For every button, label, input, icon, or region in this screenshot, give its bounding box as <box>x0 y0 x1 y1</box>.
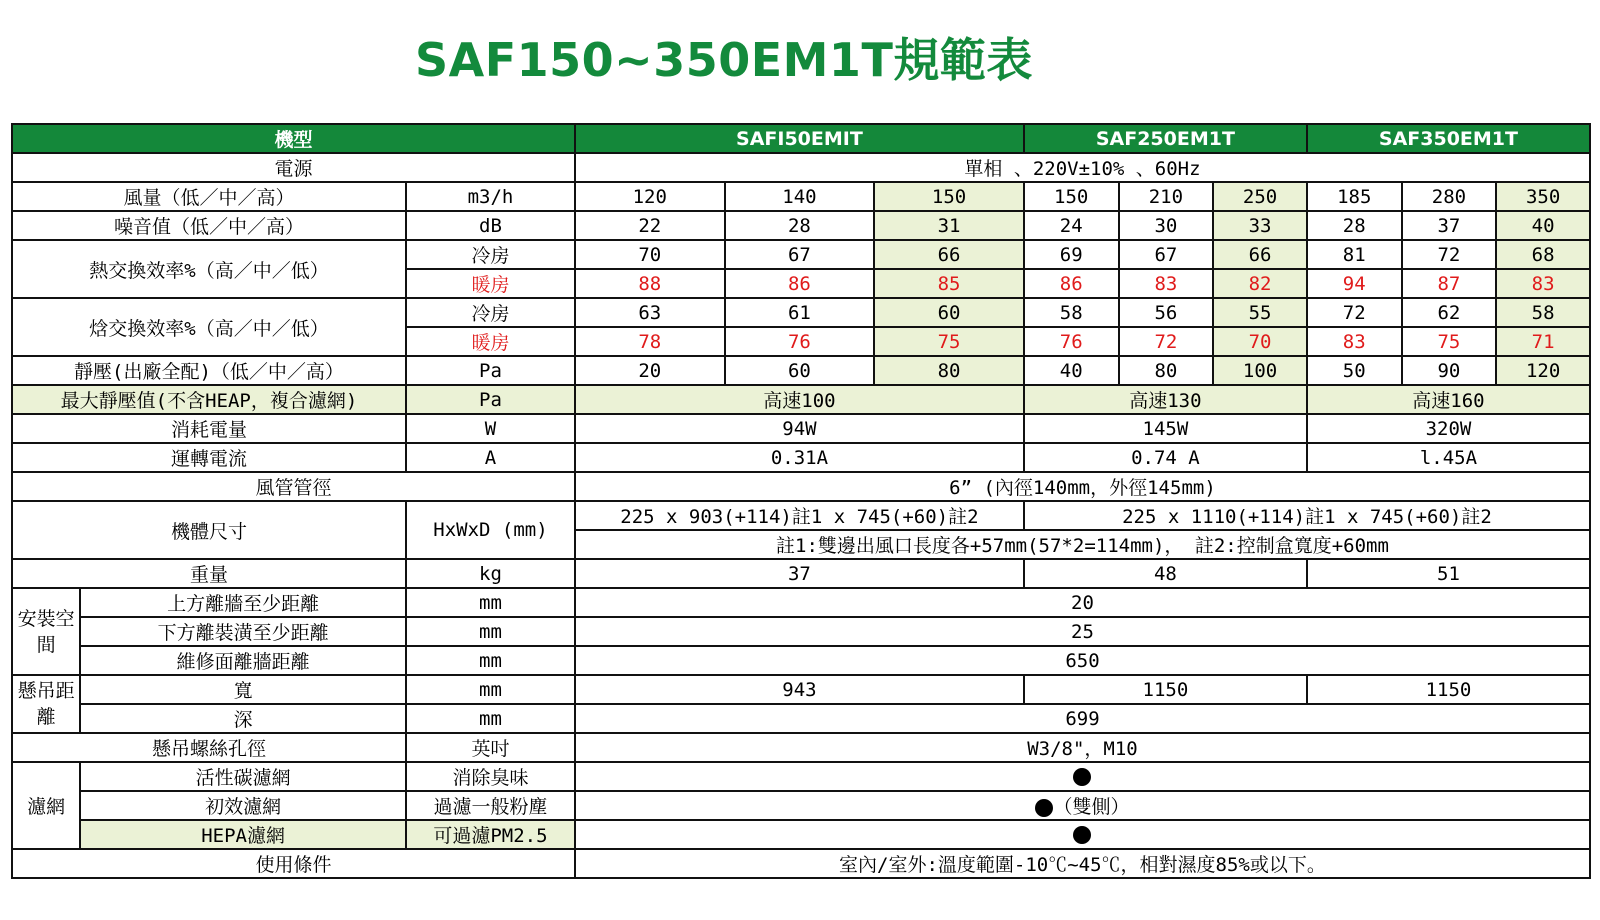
value-cell: 83 <box>1307 327 1402 356</box>
value-cell: 1150 <box>1024 675 1307 704</box>
value-cell: 31 <box>874 211 1024 240</box>
power-consumption-unit: W <box>406 414 575 443</box>
hanging-distance-label: 懸吊距離 <box>12 675 80 733</box>
value-cell: 83 <box>1496 269 1590 298</box>
value-cell: 81 <box>1307 240 1402 269</box>
filter-name: HEPA濾網 <box>80 820 406 849</box>
value-cell: 50 <box>1307 356 1402 385</box>
value-cell: 40 <box>1496 211 1590 240</box>
value-cell: 120 <box>1496 356 1590 385</box>
value-cell: 76 <box>725 327 875 356</box>
usage-value: 室內/室外:溫度範圍-10℃~45℃，相對濕度85%或以下。 <box>575 849 1590 878</box>
value-cell: 高速130 <box>1024 385 1307 414</box>
static-pressure-unit: Pa <box>406 356 575 385</box>
static-pressure-row <box>12 356 1590 385</box>
filter-desc: 消除臭味 <box>406 762 575 791</box>
filter-value <box>575 762 1590 791</box>
value-cell: 高速160 <box>1307 385 1590 414</box>
value-cell: 28 <box>1307 211 1402 240</box>
filter-name: 初效濾網 <box>80 791 406 820</box>
weight-row <box>12 559 1590 588</box>
hanging-depth-unit: mm <box>406 704 575 733</box>
header-model-2: SAF250EM1T <box>1024 124 1307 153</box>
install-space-item-label: 上方離牆至少距離 <box>80 588 406 617</box>
power-label: 電源 <box>12 153 575 182</box>
header-row <box>12 124 1590 153</box>
value-cell: 83 <box>1119 269 1214 298</box>
filter-row <box>12 762 1590 791</box>
value-cell: 350 <box>1496 182 1590 211</box>
hanging-width-row <box>12 675 1590 704</box>
value-cell: 56 <box>1119 298 1214 327</box>
filter-name: 活性碳濾網 <box>80 762 406 791</box>
heating-label: 暖房 <box>406 327 575 356</box>
install-space-label: 安裝空間 <box>12 588 80 675</box>
value-cell: 86 <box>725 269 875 298</box>
value-cell: 82 <box>1213 269 1307 298</box>
install-space-unit: mm <box>406 617 575 646</box>
max-static-pressure-row <box>12 385 1590 414</box>
filter-row <box>12 820 1590 849</box>
hanging-width-label: 寬 <box>80 675 406 704</box>
value-cell: 51 <box>1307 559 1590 588</box>
value-cell: 48 <box>1024 559 1307 588</box>
value-cell: 280 <box>1402 182 1497 211</box>
airflow-label: 風量（低／中／高） <box>12 182 406 211</box>
filled-circle-icon <box>1035 799 1053 817</box>
value-cell: 62 <box>1402 298 1497 327</box>
hanging-bolt-label: 懸吊螺絲孔徑 <box>12 733 406 762</box>
value-cell: 66 <box>1213 240 1307 269</box>
dimensions-row <box>12 501 1590 530</box>
hanging-depth-row <box>12 704 1590 733</box>
value-cell: 70 <box>575 240 725 269</box>
value-cell: 250 <box>1213 182 1307 211</box>
noise-row <box>12 211 1590 240</box>
value-cell: 高速100 <box>575 385 1024 414</box>
value-cell: 100 <box>1213 356 1307 385</box>
value-cell: 33 <box>1213 211 1307 240</box>
install-space-item-label: 下方離裝潢至少距離 <box>80 617 406 646</box>
current-label: 運轉電流 <box>12 443 406 472</box>
heat-exchange-label: 熱交換效率%（高／中／低） <box>12 240 406 298</box>
value-cell: 55 <box>1213 298 1307 327</box>
value-cell: 0.74 A <box>1024 443 1307 472</box>
value-cell: 70 <box>1213 327 1307 356</box>
value-cell: 90 <box>1402 356 1497 385</box>
value-cell: 60 <box>874 298 1024 327</box>
value-cell: 86 <box>1024 269 1119 298</box>
install-space-unit: mm <box>406 588 575 617</box>
value-cell: 20 <box>575 356 725 385</box>
value-cell: 63 <box>575 298 725 327</box>
power-consumption-label: 消耗電量 <box>12 414 406 443</box>
value-cell: 20 <box>575 588 1590 617</box>
value-cell: 58 <box>1496 298 1590 327</box>
value-cell: 67 <box>725 240 875 269</box>
header-label: 機型 <box>12 124 575 153</box>
current-row <box>12 443 1590 472</box>
hanging-width-unit: mm <box>406 675 575 704</box>
dimensions-unit: HxWxD (mm) <box>406 501 575 559</box>
install-space-row <box>12 646 1590 675</box>
weight-unit: kg <box>406 559 575 588</box>
value-cell: 85 <box>874 269 1024 298</box>
value-cell: 650 <box>575 646 1590 675</box>
value-cell: 58 <box>1024 298 1119 327</box>
airflow-row <box>12 182 1590 211</box>
noise-label: 噪音值（低／中／高） <box>12 211 406 240</box>
power-row <box>12 153 1590 182</box>
value-cell: 120 <box>575 182 725 211</box>
header-model-3: SAF350EM1T <box>1307 124 1590 153</box>
max-static-pressure-label: 最大靜壓值(不含HEAP，複合濾網) <box>12 385 406 414</box>
power-value: 單相 、220V±10% 、60Hz <box>575 153 1590 182</box>
power-consumption-row <box>12 414 1590 443</box>
hanging-bolt-row <box>12 733 1590 762</box>
cooling-label: 冷房 <box>406 298 575 327</box>
value-cell: 80 <box>1119 356 1214 385</box>
value-cell: 943 <box>575 675 1024 704</box>
value-cell: 80 <box>874 356 1024 385</box>
header-model-1: SAFI50EMIT <box>575 124 1024 153</box>
spec-table <box>11 123 1591 879</box>
install-space-unit: mm <box>406 646 575 675</box>
value-cell: 71 <box>1496 327 1590 356</box>
value-cell: 25 <box>575 617 1590 646</box>
value-cell: 0.31A <box>575 443 1024 472</box>
value-cell: 225 x 903(+114)註1 x 745(+60)註2 <box>575 501 1024 530</box>
value-cell: 67 <box>1119 240 1214 269</box>
value-cell: 28 <box>725 211 875 240</box>
enthalpy-exchange-cooling-row <box>12 298 1590 327</box>
value-cell: 72 <box>1307 298 1402 327</box>
value-cell: 24 <box>1024 211 1119 240</box>
value-cell: 88 <box>575 269 725 298</box>
value-cell: 185 <box>1307 182 1402 211</box>
value-cell: 60 <box>725 356 875 385</box>
duct-label: 風管管徑 <box>12 472 575 501</box>
value-cell: 22 <box>575 211 725 240</box>
airflow-unit: m3/h <box>406 182 575 211</box>
value-cell: 320W <box>1307 414 1590 443</box>
value-cell: 150 <box>1024 182 1119 211</box>
install-space-row <box>12 588 1590 617</box>
install-space-item-label: 維修面離牆距離 <box>80 646 406 675</box>
value-cell: 37 <box>575 559 1024 588</box>
value-cell: 40 <box>1024 356 1119 385</box>
value-cell: 210 <box>1119 182 1214 211</box>
value-cell: 37 <box>1402 211 1497 240</box>
value-cell: 145W <box>1024 414 1307 443</box>
filter-note: （雙側） <box>1053 796 1130 818</box>
value-cell: 76 <box>1024 327 1119 356</box>
value-cell: 72 <box>1119 327 1214 356</box>
duct-value: 6” (內徑140mm，外徑145mm) <box>575 472 1590 501</box>
value-cell: 87 <box>1402 269 1497 298</box>
filled-circle-icon <box>1073 768 1091 786</box>
filter-value <box>575 791 1590 820</box>
value-cell: 61 <box>725 298 875 327</box>
value-cell: 75 <box>874 327 1024 356</box>
dimensions-note: 註1:雙邊出風口長度各+57mm(57*2=114mm)， 註2:控制盒寬度+60mm <box>575 530 1590 559</box>
max-static-pressure-unit: Pa <box>406 385 575 414</box>
hanging-bolt-value: W3/8"，M10 <box>575 733 1590 762</box>
value-cell: 72 <box>1402 240 1497 269</box>
static-pressure-label: 靜壓(出廠全配)（低／中／高） <box>12 356 406 385</box>
value-cell: 150 <box>874 182 1024 211</box>
value-cell: 30 <box>1119 211 1214 240</box>
dimensions-label: 機體尺寸 <box>12 501 406 559</box>
value-cell: 78 <box>575 327 725 356</box>
page-title: SAF150~350EM1T規範表 <box>415 33 1033 87</box>
usage-label: 使用條件 <box>12 849 575 878</box>
value-cell: 68 <box>1496 240 1590 269</box>
duct-row <box>12 472 1590 501</box>
filter-desc: 過濾一般粉塵 <box>406 791 575 820</box>
heating-label: 暖房 <box>406 269 575 298</box>
value-cell: 66 <box>874 240 1024 269</box>
noise-unit: dB <box>406 211 575 240</box>
filter-desc: 可過濾PM2.5 <box>406 820 575 849</box>
value-cell: 69 <box>1024 240 1119 269</box>
value-cell: 94 <box>1307 269 1402 298</box>
enthalpy-exchange-label: 焓交換效率%（高／中／低） <box>12 298 406 356</box>
value-cell: 140 <box>725 182 875 211</box>
weight-label: 重量 <box>12 559 406 588</box>
value-cell: 94W <box>575 414 1024 443</box>
value-cell: 75 <box>1402 327 1497 356</box>
value-cell: 225 x 1110(+114)註1 x 745(+60)註2 <box>1024 501 1590 530</box>
filter-value <box>575 820 1590 849</box>
value-cell: 1150 <box>1307 675 1590 704</box>
filters-label: 濾網 <box>12 762 80 849</box>
filled-circle-icon <box>1073 826 1091 844</box>
install-space-row <box>12 617 1590 646</box>
current-unit: A <box>406 443 575 472</box>
hanging-bolt-unit: 英吋 <box>406 733 575 762</box>
cooling-label: 冷房 <box>406 240 575 269</box>
usage-row <box>12 849 1590 878</box>
filter-row <box>12 791 1590 820</box>
heat-exchange-cooling-row <box>12 240 1590 269</box>
value-cell: 699 <box>575 704 1590 733</box>
hanging-depth-label: 深 <box>80 704 406 733</box>
value-cell: l.45A <box>1307 443 1590 472</box>
